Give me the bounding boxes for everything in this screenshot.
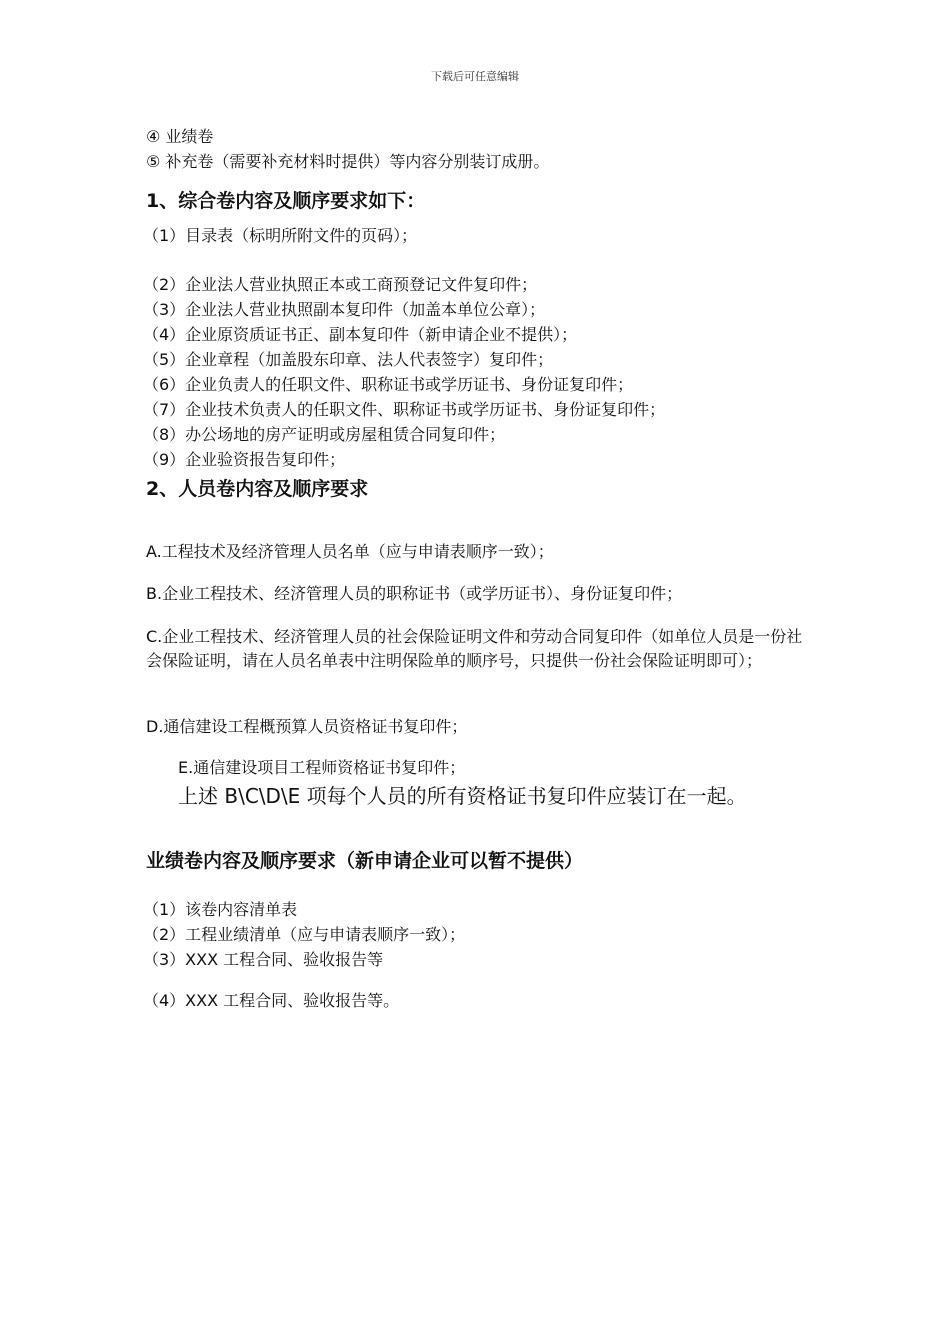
section1-item: （9）企业验资报告复印件； bbox=[143, 450, 346, 469]
section1-item: （8）办公场地的房产证明或房屋租赁合同复印件； bbox=[143, 425, 506, 444]
section1-item: （6）企业负责人的任职文件、职称证书或学历证书、身份证复印件； bbox=[143, 375, 634, 394]
section2-heading: 2、人员卷内容及顺序要求 bbox=[146, 478, 369, 500]
section1-item: （1）目录表（标明所附文件的页码）； bbox=[143, 226, 418, 245]
intro-item-4: ④ 业绩卷 bbox=[146, 127, 214, 146]
section1-item: （3）企业法人营业执照副本复印件（加盖本单位公章）； bbox=[143, 300, 546, 319]
section3-heading: 业绩卷内容及顺序要求（新申请企业可以暂不提供） bbox=[146, 850, 584, 872]
header-note: 下载后可任意编辑 bbox=[431, 70, 519, 83]
section1-item: （2）企业法人营业执照正本或工商预登记文件复印件； bbox=[143, 275, 538, 294]
section3-item: （2）工程业绩清单（应与申请表顺序一致）； bbox=[143, 925, 466, 944]
section1-heading: 1、综合卷内容及顺序要求如下： bbox=[146, 190, 426, 212]
section2-note: 上述 B\C\D\E 项每个人员的所有资格证书复印件应装订在一起。 bbox=[178, 784, 747, 808]
section1-item: （4）企业原资质证书正、副本复印件（新申请企业不提供）； bbox=[143, 325, 578, 344]
intro-item-5: ⑤ 补充卷（需要补充材料时提供）等内容分别装订成册。 bbox=[146, 152, 550, 171]
section1-item: （5）企业章程（加盖股东印章、法人代表签字）复印件； bbox=[143, 350, 554, 369]
section1-item: （7）企业技术负责人的任职文件、职称证书或学历证书、身份证复印件； bbox=[143, 400, 666, 419]
section2-item-a: A.工程技术及经济管理人员名单（应与申请表顺序一致）； bbox=[146, 542, 554, 561]
section2-item-d: D.通信建设工程概预算人员资格证书复印件； bbox=[146, 717, 468, 736]
section3-item: （4）XXX 工程合同、验收报告等。 bbox=[143, 991, 400, 1010]
section2-item-b: B.企业工程技术、经济管理人员的职称证书（或学历证书）、身份证复印件； bbox=[146, 584, 683, 603]
section3-item: （3）XXX 工程合同、验收报告等 bbox=[143, 950, 384, 969]
section2-item-c: C.企业工程技术、经济管理人员的社会保险证明文件和劳动合同复印件（如单位人员是一份社会保险证明，请在人员名单表中注明保险单的顺序号，只提供一份社会保险证明即可）； bbox=[146, 627, 803, 670]
section3-item: （1）该卷内容清单表 bbox=[143, 900, 298, 919]
section2-item-e: E.通信建设项目工程师资格证书复印件； bbox=[178, 758, 466, 777]
